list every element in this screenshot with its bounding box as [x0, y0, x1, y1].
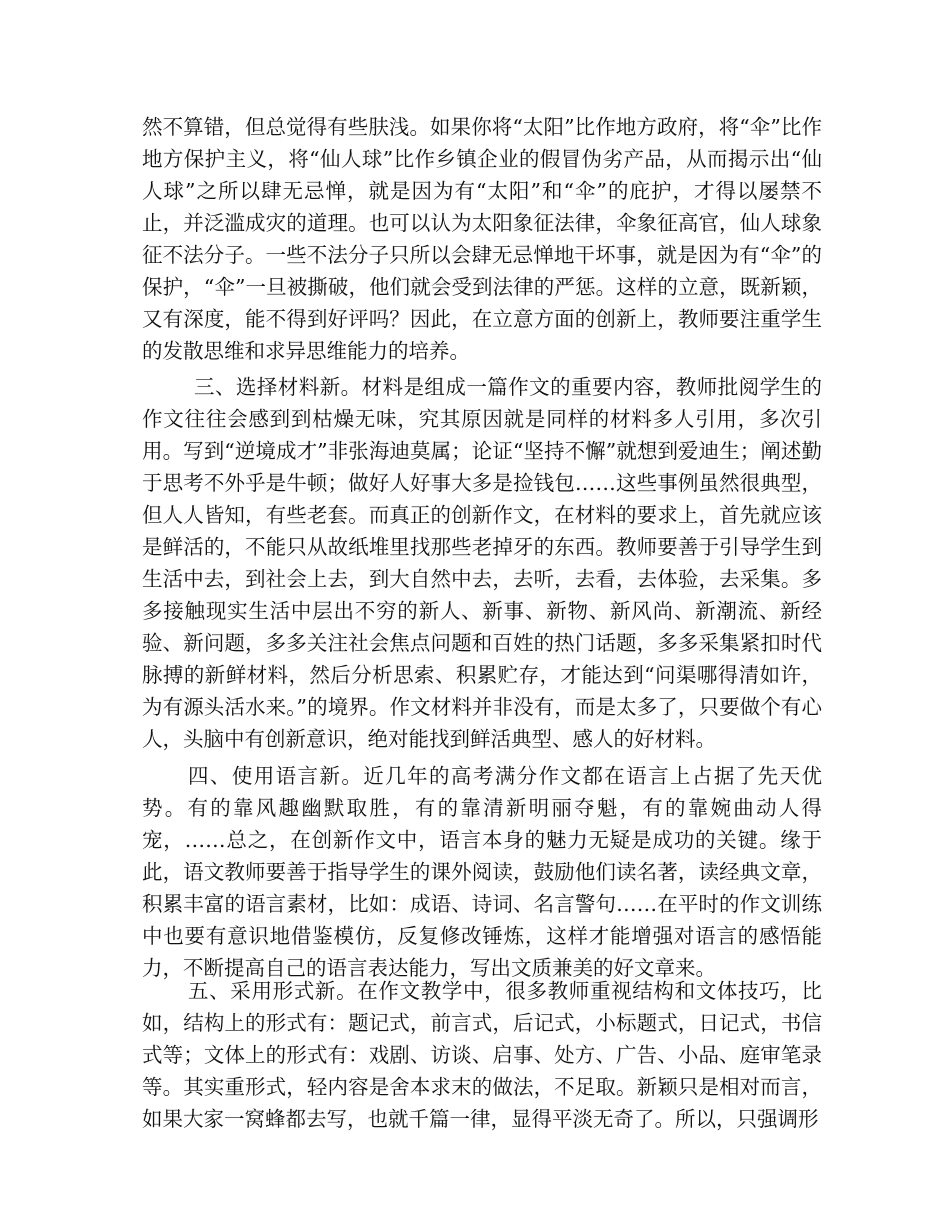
paragraph-section-four-new-language: 四、使用语言新。近几年的高考满分作文都在语言上占据了先天优势。有的靠风趣幽默取胜，有的靠清新明丽夺魁，有的靠婉曲动人得宠，……总之，在创新作文中，语言本身的魅力无疑是成功的关键。缘于此，语文教师要善于指导学生的课外阅读，鼓励他们读名著，读经典文章，积累丰富的语言素材，比如：成语、诗词、名言警句……在平时的作文训练中也要有意识地借鉴模仿，反复修改锤炼，这样才能增强对语言的感悟能力，不断提高自己的语言表达能力，写出文质兼美的好文章来。 — [142, 764, 822, 980]
paragraph-section-three-new-materials: 三、选择材料新。材料是组成一篇作文的重要内容，教师批阅学生的作文往往会感到到枯燥无味，究其原因就是同样的材料多人引用，多次引用。写到“逆境成才”非张海迪莫属；论证“坚持不懈”就想到爱迪生；阐述勤于思考不外乎是牛顿；做好人好事大多是捡钱包……这些事例虽然很典型，但人人皆知，有些老套。而真正的创新作文，在材料的要求上，首先就应该是鲜活的，不能只从故纸堆里找那些老掉牙的东西。教师要善于引导学生到生活中去，到社会上去，到大自然中去，去听，去看，去体验，去采集。多多接触现实生活中层出不穷的新人、新事、新物、新风尚、新潮流、新经验、新问题，多多关注社会焦点问题和百姓的热门话题，多多采集紧扣时代脉搏的新鲜材料，然后分析思索、积累贮存，才能达到“问渠哪得清如许，为有源头活水来。”的境界。作文材料并非没有，而是太多了，只要做个有心人，头脑中有创新意识，绝对能找到鲜活典型、感人的好材料。 — [142, 375, 822, 751]
paragraph-continuation-innovation-in-theme: 然不算错，但总觉得有些肤浅。如果你将“太阳”比作地方政府，将“伞”比作地方保护主义，将“仙人球”比作乡镇企业的假冒伪劣产品，从而揭示出“仙人球”之所以肆无忌惮，就是因为有“太阳”和“伞”的庇护，才得以屡禁不止，并泛滥成灾的道理。也可以认为太阳象征法律，伞象征高官，仙人球象征不法分子。一些不法分子只所以会肆无忌惮地干坏事，就是因为有“伞”的保护，“伞”一旦被撕破，他们就会受到法律的严惩。这样的立意，既新颖，又有深度，能不得到好评吗？因此，在立意方面的创新上，教师要注重学生的发散思维和求异思维能力的培养。 — [142, 115, 822, 363]
paragraph-section-five-new-form: 五、采用形式新。在作文教学中，很多教师重视结构和文体技巧，比如，结构上的形式有：题记式，前言式，后记式，小标题式，日记式，书信式等；文体上的形式有：戏剧、访谈、启事、处方、广告、小品、庭审笔录等。其实重形式，轻内容是舍本求末的做法，不足取。新颖只是相对而言，如果大家一窝蜂都去写，也就千篇一律，显得平淡无奇了。所以，只强调形 — [142, 979, 822, 1131]
